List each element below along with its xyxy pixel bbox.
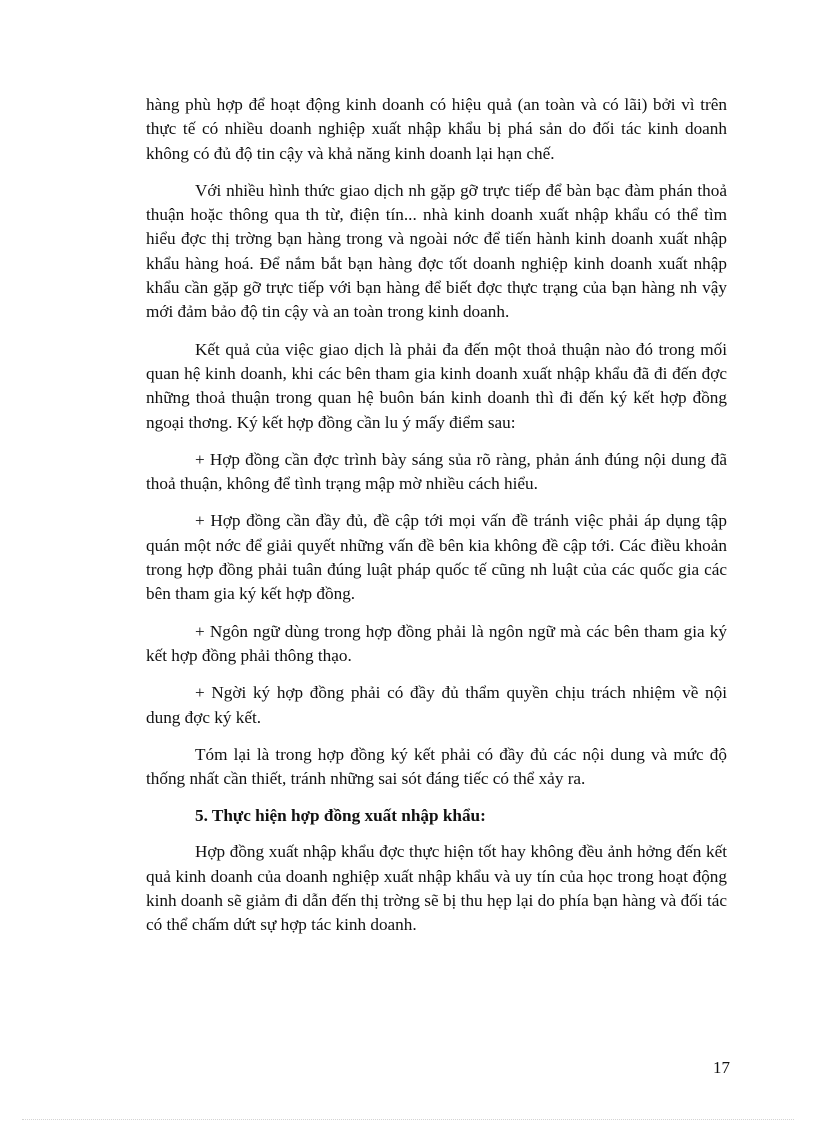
paragraph-continuation: hàng phù hợp để hoạt động kinh doanh có hiệu quả (an toàn và có lãi) bởi vì trên thực tế có nhiều doanh nghiệp xuất nhập khẩu bị phá sản do đối tác kinh doanh không có đủ độ tin cậy và khả năng kinh doanh lại hạn chế. [146, 95, 727, 163]
paragraph-trading-methods: Với nhiều hình thức giao dịch nh gặp gỡ trực tiếp để bàn bạc đàm phán thoả thuận hoặc thông qua th từ, điện tín... nhà kinh doanh xuất nhập khẩu có thể tìm hiểu đợc thị trờng bạn hàng trong và ngoài nớc để tiến hành kinh doanh xuất nhập khẩu hàng hoá. Để nắm bắt bạn hàng đợc tốt doanh nghiệp kinh doanh xuất nhập khẩu cần gặp gỡ trực tiếp với bạn hàng để biết đợc thực trạng của bạn hàng nh vậy mới đảm bảo độ tin cậy và an toàn trong kinh doanh. [146, 180, 727, 322]
paragraph-transaction-result: Kết quả của việc giao dịch là phải đa đến một thoả thuận nào đó trong mối quan hệ kinh doanh, khi các bên tham gia kinh doanh xuất nhập khẩu đã đi đến đợc những thoả thuận trong quan hệ buôn bán kinh doanh thì đi đến ký kết hợp đồng ngoại thơng. Ký kết hợp đồng cần lu ý mấy điểm sau: [146, 339, 727, 432]
page-bottom-rule [22, 1119, 794, 1120]
list-item-language: + Ngôn ngữ dùng trong hợp đồng phải là ngôn ngữ mà các bên tham gia ký kết hợp đồng phải thông thạo. [146, 621, 727, 665]
list-item-signatory: + Ngời ký hợp đồng phải có đầy đủ thẩm quyền chịu trách nhiệm về nội dung đợc ký kết. [146, 683, 727, 727]
list-item-clear-presentation: + Hợp đồng cần đợc trình bày sáng sủa rõ ràng, phản ánh đúng nội dung đã thoả thuận, không để tình trạng mập mờ nhiều cách hiểu. [146, 449, 727, 494]
page-body [146, 93, 727, 951]
list-item-completeness: + Hợp đồng cần đầy đủ, đề cập tới mọi vấn đề tránh việc phải áp dụng tập quán một nớc để giải quyết những vấn đề bên kia không đề cập tới. Các điều khoản trong hợp đồng phải tuân đúng luật pháp quốc tế cũng nh luật của các quốc gia các bên tham gia ký kết hợp đồng. [146, 511, 727, 604]
section-heading: 5. Thực hiện hợp đồng xuất nhập khẩu: [195, 806, 486, 826]
page-number: 17 [713, 1058, 730, 1077]
paragraph-contract-execution: Hợp đồng xuất nhập khẩu đợc thực hiện tốt hay không đều ảnh hởng đến kết quả kinh doanh của doanh nghiệp xuất nhập khẩu và uy tín của học trong hoạt động kinh doanh sẽ giảm đi dẫn đến thị trờng sẽ bị thu hẹp lại do phía bạn hàng và đối tác có thể chấm dứt sự hợp tác kinh doanh. [146, 842, 727, 935]
paragraph-summary: Tóm lại là trong hợp đồng ký kết phải có đầy đủ các nội dung và mức độ thống nhất cần thiết, tránh những sai sót đáng tiếc có thể xảy ra. [146, 744, 727, 789]
